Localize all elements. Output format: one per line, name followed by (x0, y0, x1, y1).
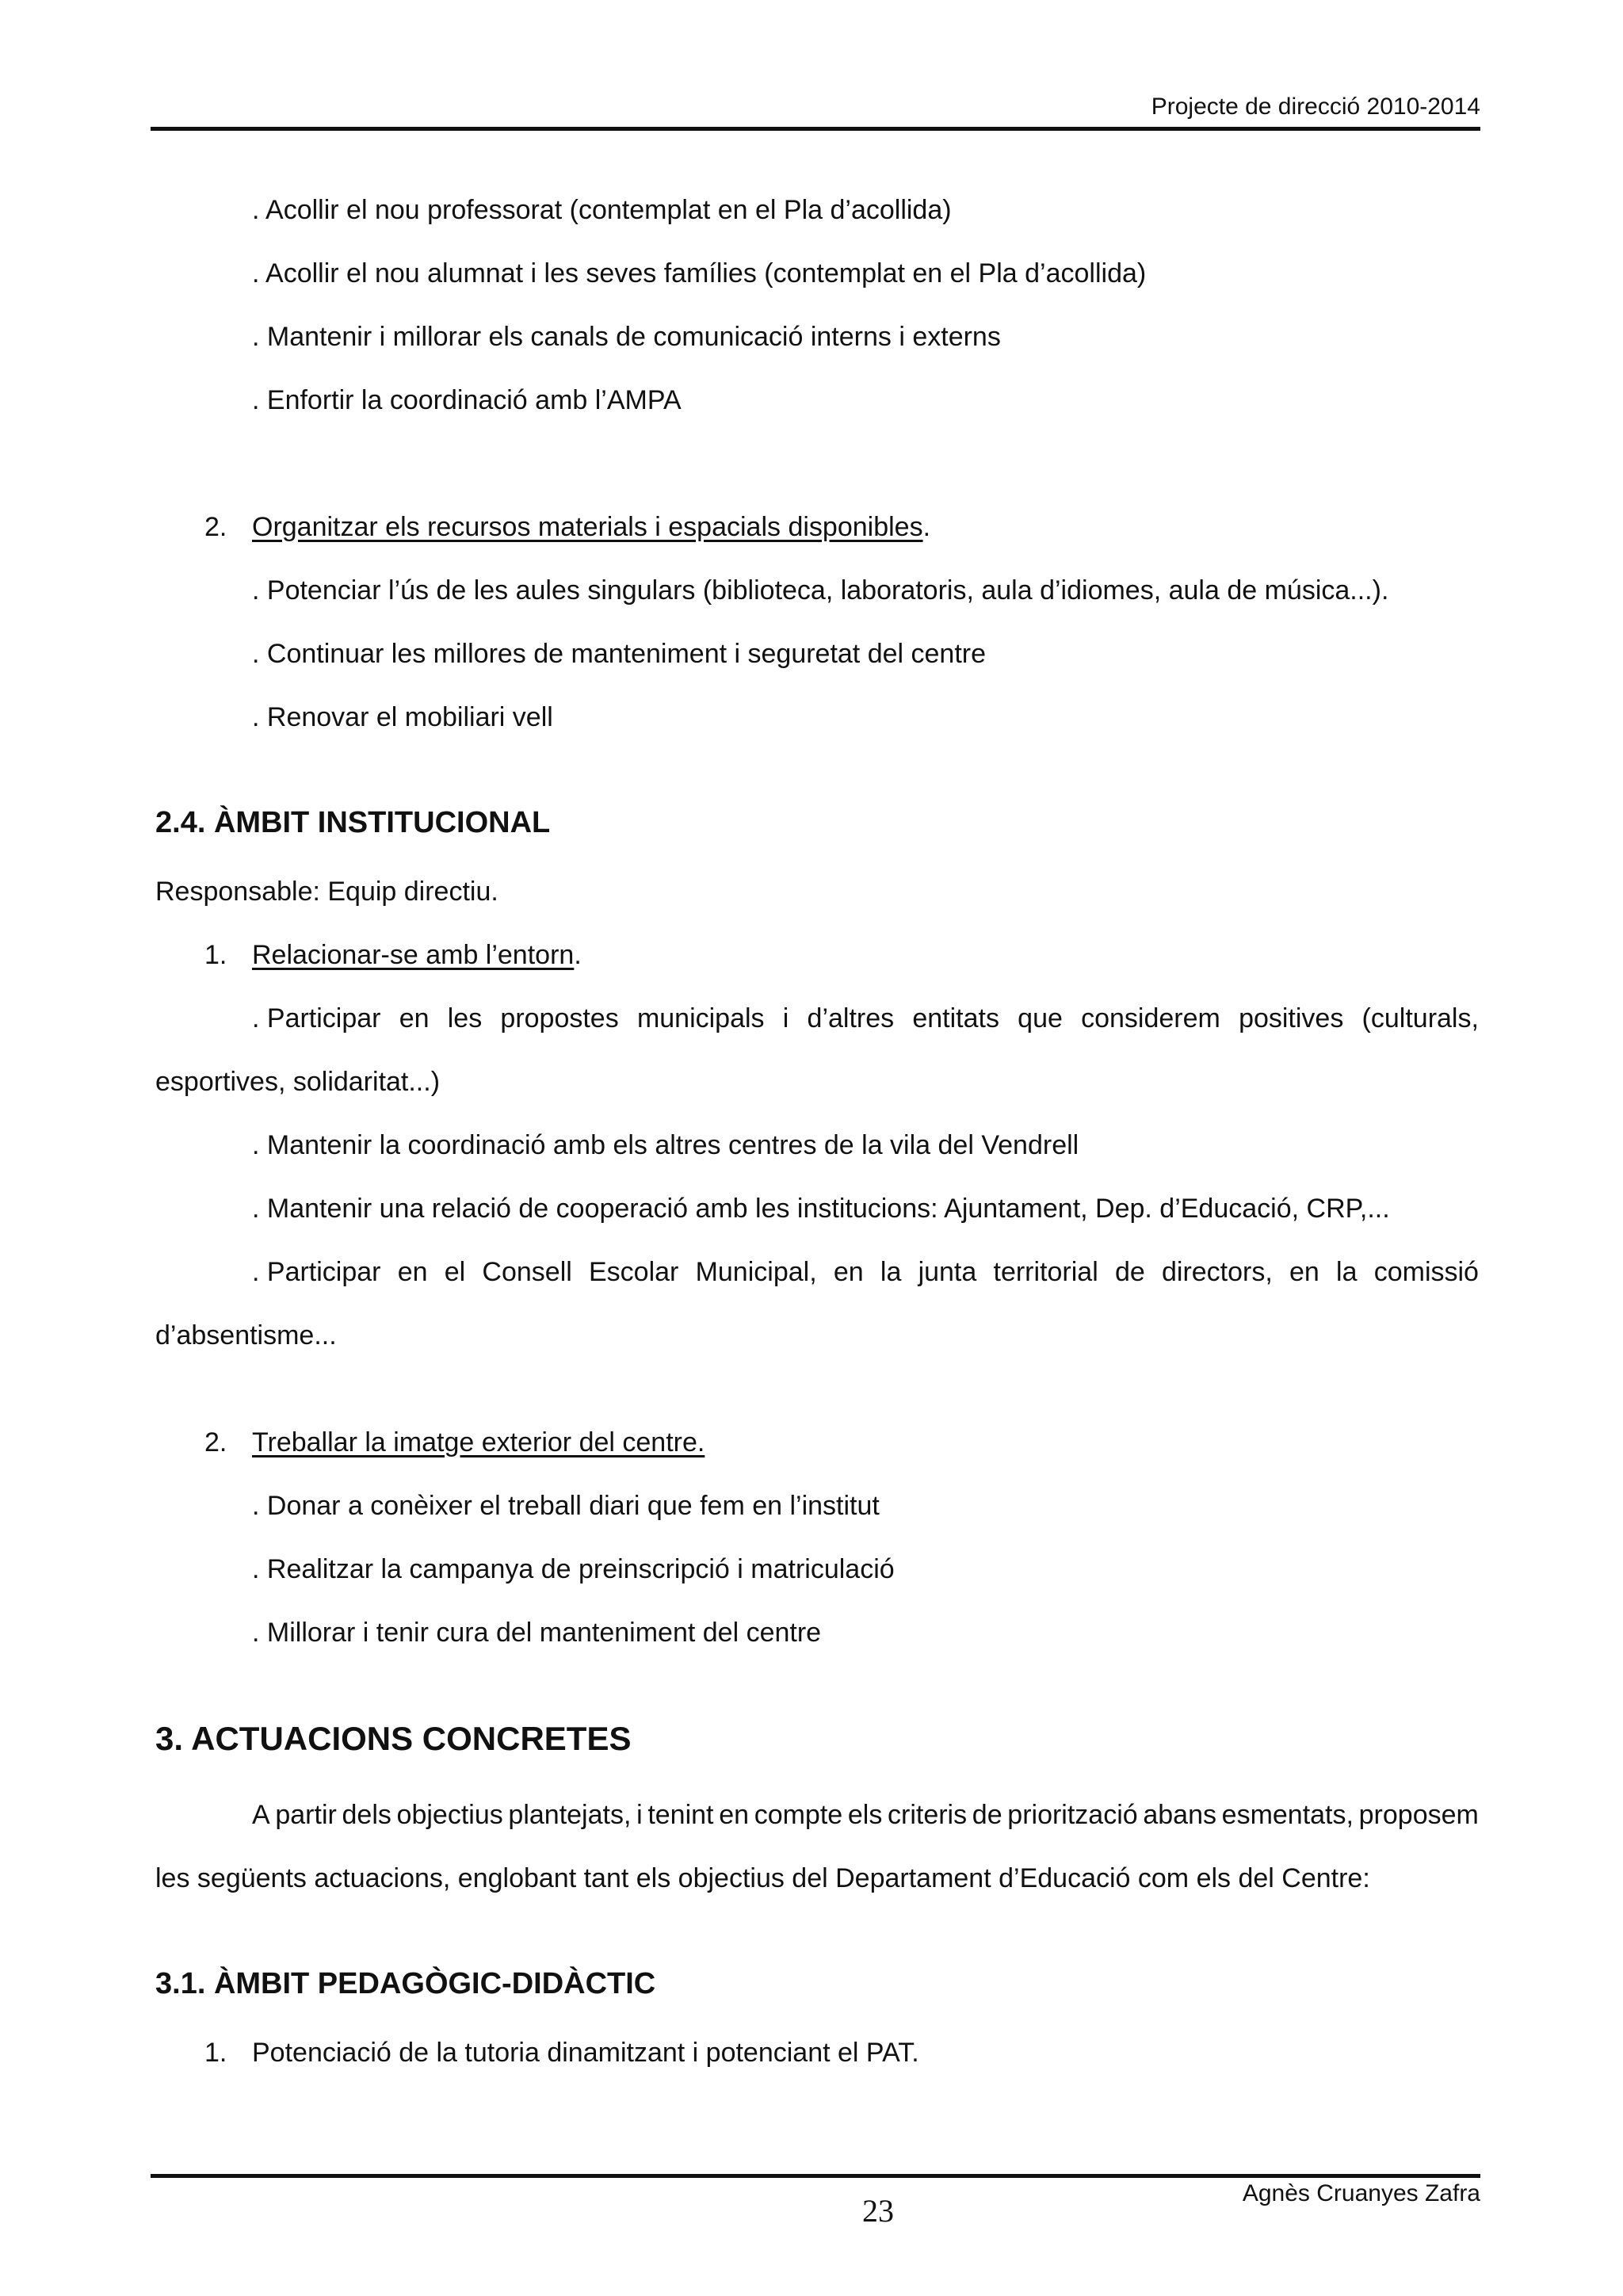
objective-number: 1. (204, 2038, 227, 2068)
objective-title-suffix: . (922, 512, 931, 542)
list-item: . Realitzar la campanya de preinscripció i matriculació (252, 1554, 895, 1584)
word: Escolar (589, 1257, 679, 1287)
objective-number: 2. (204, 512, 227, 542)
word: en (1289, 1257, 1319, 1287)
word: en (397, 1257, 428, 1287)
objective-title-suffix: . (574, 940, 582, 970)
word: i (782, 1003, 789, 1033)
word: plantejats, (508, 1800, 632, 1830)
word: criteris (888, 1800, 968, 1830)
list-item: . Enfortir la coordinació amb l’AMPA (252, 385, 682, 415)
list-item: . Potenciar l’ús de les aules singulars (biblioteca, laboratoris, aula d’idiomes, aula de música...). (252, 575, 1389, 606)
word: . Participar (252, 1003, 381, 1033)
justified-line (252, 1256, 1479, 1288)
list-item: . Acollir el nou professorat (contemplat en el Pla d’acollida) (252, 195, 952, 225)
word: (culturals, (1361, 1003, 1479, 1033)
word: Consell (482, 1257, 572, 1287)
objective-title-text: Treballar la imatge exterior del centre. (252, 1427, 705, 1457)
list-item-continuation: esportives, solidaritat...) (155, 1067, 441, 1097)
word: entitats (912, 1003, 999, 1033)
word: abans (1143, 1800, 1216, 1830)
list-item: . Acollir el nou alumnat i les seves famílies (contemplat en el Pla d’acollida) (252, 258, 1147, 288)
responsible-line: Responsable: Equip directiu. (155, 877, 498, 907)
word: les (447, 1003, 483, 1033)
word: el (444, 1257, 466, 1287)
footer-rule (151, 2174, 1480, 2178)
word: propostes (500, 1003, 619, 1033)
word: objectius (396, 1800, 503, 1830)
word: partir (275, 1800, 337, 1830)
word: positives (1239, 1003, 1344, 1033)
list-item: . Mantenir la coordinació amb els altres centres de la vila del Vendrell (252, 1130, 1079, 1160)
word: esmentats, (1221, 1800, 1354, 1830)
header-rule (151, 127, 1480, 131)
objective-title (252, 1427, 705, 1458)
footer-author: Agnès Cruanyes Zafra (1242, 2180, 1480, 2206)
word: proposem (1358, 1800, 1479, 1830)
objective-number: 2. (204, 1427, 227, 1457)
word: tenint (647, 1800, 714, 1830)
justified-line (252, 1003, 1479, 1034)
word: priorització (1007, 1800, 1138, 1830)
section-heading: 2.4. ÀMBIT INSTITUCIONAL (155, 806, 551, 839)
word: d’altres (807, 1003, 895, 1033)
objective-number: 1. (204, 940, 227, 970)
section-heading: 3.1. ÀMBIT PEDAGÒGIC-DIDÀCTIC (155, 1967, 656, 2000)
word: la (880, 1257, 902, 1287)
word: municipals (636, 1003, 765, 1033)
paragraph-line: les següents actuacions, englobant tant els objectius del Departament d’Educació com els del Centre: (155, 1863, 1370, 1893)
word: territorial (993, 1257, 1098, 1287)
list-item: . Mantenir i millorar els canals de comunicació interns i externs (252, 322, 1001, 352)
word: . Participar (252, 1257, 381, 1287)
objective-title (252, 511, 930, 543)
word: junta (918, 1257, 977, 1287)
header-title: Projecte de direcció 2010-2014 (1151, 94, 1480, 120)
word: en (719, 1800, 750, 1830)
word: A (252, 1800, 270, 1830)
objective-title: Potenciació de la tutoria dinamitzant i potenciant el PAT. (252, 2038, 919, 2068)
word: els (847, 1800, 883, 1830)
justified-line (252, 1799, 1479, 1831)
list-item: . Donar a conèixer el treball diari que fem en l’institut (252, 1491, 880, 1521)
word: Municipal, (695, 1257, 817, 1287)
list-item-continuation: d’absentisme... (155, 1320, 337, 1350)
list-item: . Millorar i tenir cura del manteniment del centre (252, 1618, 822, 1648)
word: considerem (1081, 1003, 1220, 1033)
word: dels (342, 1800, 391, 1830)
list-item: . Continuar les millores de manteniment i seguretat del centre (252, 639, 987, 669)
word: en (399, 1003, 430, 1033)
word: i (636, 1800, 643, 1830)
word: compte (754, 1800, 843, 1830)
word: que (1018, 1003, 1063, 1033)
word: la (1336, 1257, 1358, 1287)
objective-title-text: Organitzar els recursos materials i espacials disponibles (252, 512, 923, 542)
objective-title-text: Relacionar-se amb l’entorn (252, 940, 575, 970)
objective-title (252, 939, 582, 971)
section-heading: 3. ACTUACIONS CONCRETES (155, 1720, 632, 1757)
word: de (1114, 1257, 1145, 1287)
word: de (972, 1800, 1002, 1830)
word: comissió (1373, 1257, 1479, 1287)
list-item: . Mantenir una relació de cooperació amb les institucions: Ajuntament, Dep. d’Educació, CRP,... (252, 1194, 1390, 1224)
word: en (833, 1257, 864, 1287)
page-number: 23 (862, 2193, 894, 2229)
list-item: . Renovar el mobiliari vell (252, 702, 553, 732)
word: directors, (1161, 1257, 1273, 1287)
